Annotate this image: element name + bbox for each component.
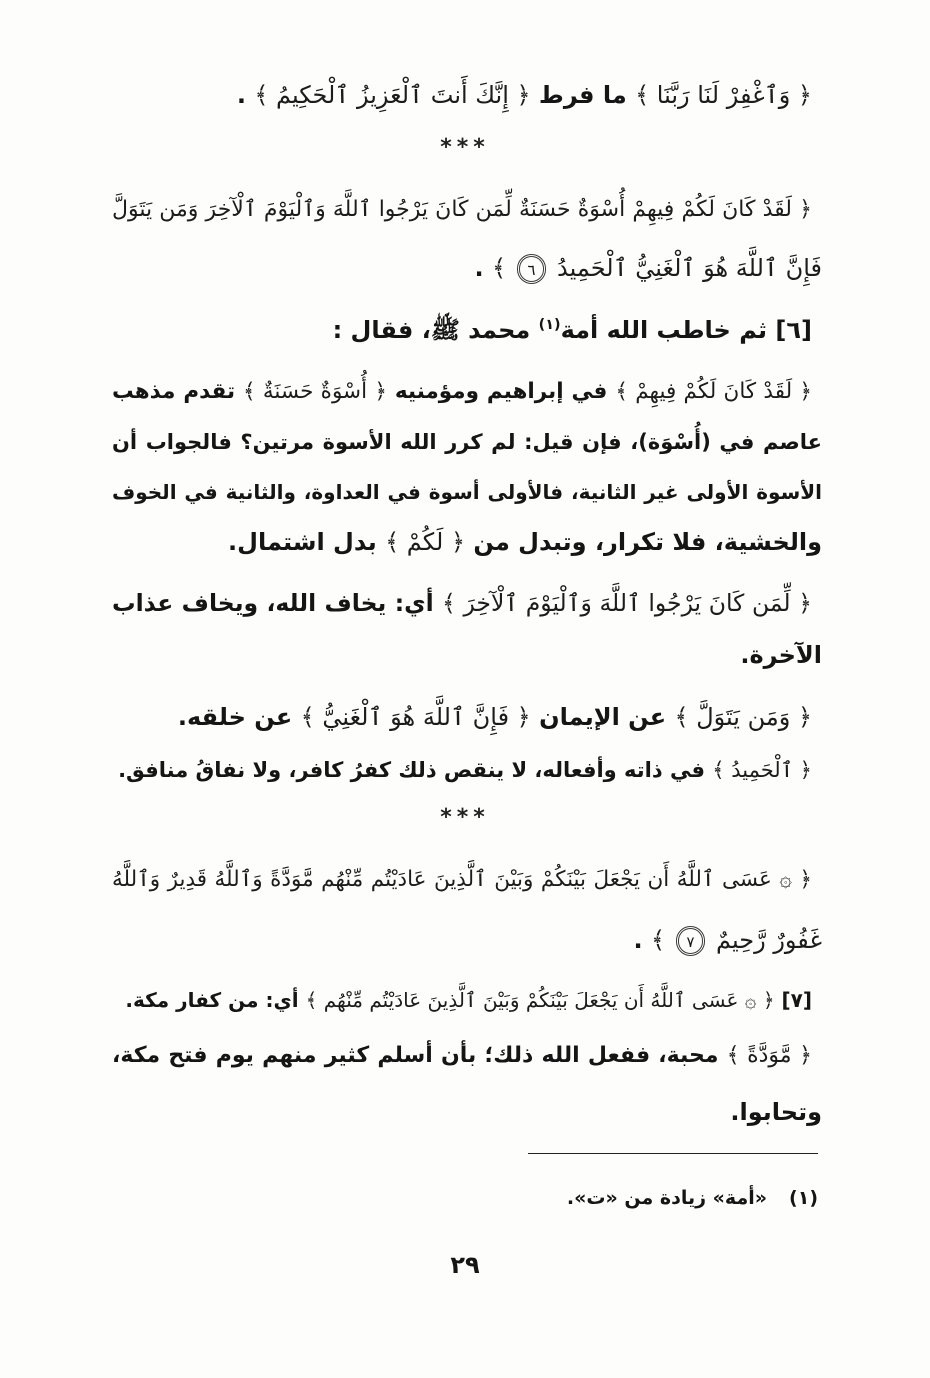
verse-7-block — [112, 850, 822, 970]
commentary-text: عن الإيمان — [530, 703, 675, 731]
text-line — [112, 1084, 822, 1141]
ayah-number-badge: ٧ — [676, 926, 706, 956]
text-line — [112, 629, 822, 681]
commentary-text: محمد ﷺ، فقال : — [332, 316, 539, 344]
text-line — [112, 417, 822, 467]
commentary-text: أي: يخاف الله، ويخاف عذاب — [112, 589, 443, 617]
text-line — [112, 70, 822, 120]
commentary-text: . — [633, 926, 651, 954]
commentary-text: في ذاته وأفعاله، لا ينقص ذلك كفرُ كافر، ولا نفاقُ منافق. — [118, 758, 713, 782]
section-separator: *** — [440, 135, 490, 160]
quran-quote: ﴿ ۞ عَسَى ٱللَّهُ أَن يَجْعَلَ بَيْنَكُمْ وَبَيْنَ ٱلَّذِينَ عَادَيْتُم مِّنْهُم مَّوَدَّةً وَٱللَّهُ قَدِيرٌ وَٱللَّهُ — [112, 867, 812, 892]
commentary-text: . — [474, 254, 492, 282]
commentary-text: . — [236, 81, 255, 109]
quran-quote: ﴿ ۞ عَسَى ٱللَّهُ أَن يَجْعَلَ بَيْنَكُمْ وَبَيْنَ ٱلَّذِينَ عَادَيْتُم مِّنْهُم ﴾ — [305, 988, 775, 1012]
quran-quote: ﴿ لَكُمْ ﴾ — [385, 528, 465, 556]
text-line — [112, 181, 822, 239]
commentary-text: في إبراهيم ومؤمنيه — [386, 379, 616, 404]
ayah-number-badge: ٦ — [517, 254, 547, 284]
footnote-number: (١) — [789, 1187, 818, 1209]
footnote-text: «أمة» زيادة من «ت». — [566, 1187, 768, 1209]
commentary-7-mawadda — [112, 1027, 822, 1141]
text-line — [112, 577, 822, 629]
commentary-6-heading — [112, 305, 822, 355]
commentary-text: الأسوة الأولى غير الثانية، فالأولى أسوة في العداوة، والثانية في الخوف — [112, 480, 822, 504]
quran-quote: ﴿ أُسْوَةٌ حَسَنَةٌ ﴾ — [243, 379, 387, 404]
commentary-text: وتحابوا. — [730, 1098, 822, 1126]
text-line — [112, 1027, 822, 1084]
commentary-6-paragraph — [112, 367, 822, 567]
text-line — [112, 850, 822, 910]
quran-quote: ﴿ وَمَن يَتَوَلَّ ﴾ — [674, 703, 812, 731]
quran-quote: ﴾ — [491, 254, 514, 282]
commentary-text: عن خلقه. — [177, 703, 301, 731]
quran-quote: ﴿ لِّمَن كَانَ يَرْجُوا ٱللَّهَ وَٱلْيَوْمَ ٱلْآخِرَ ﴾ — [442, 589, 813, 617]
quran-quote: ﴿ فَإِنَّ ٱللَّهَ هُوَ ٱلْغَنِيُّ ﴾ — [300, 703, 531, 731]
text-line — [112, 517, 822, 567]
quran-quote: ﴿ وَٱغْفِرْ لَنَا رَبَّنَا ﴾ — [635, 81, 812, 109]
quran-quote: ﴾ — [650, 926, 673, 954]
text-line — [112, 910, 822, 970]
quran-quote: ﴿ مَّوَدَّةً ﴾ — [726, 1043, 812, 1068]
commentary-text: والخشية، فلا تكرار، وتبدل من — [465, 528, 822, 556]
footnote-reference: (١) — [538, 317, 561, 333]
verse-6-block — [112, 181, 822, 297]
commentary-text: بدل اشتمال. — [228, 528, 386, 556]
commentary-text: [٧] — [774, 988, 812, 1012]
quran-quote: فَإِنَّ ٱللَّهَ هُوَ ٱلْغَنِيُّ ٱلْحَمِيدُ — [549, 254, 822, 282]
text-line — [112, 975, 822, 1025]
text-line — [112, 745, 822, 795]
commentary-text: أي: من كفار مكة. — [125, 988, 306, 1012]
quran-quote: ﴿ لَقَدْ كَانَ لَكُمْ فِيهِمْ أُسْوَةٌ حَسَنَةٌ لِّمَن كَانَ يَرْجُوا ٱللَّهَ وَٱلْيَوْمَ ٱلْآخِرَ وَمَن يَتَوَلَّ — [112, 197, 812, 222]
commentary-6-tawalla — [112, 692, 822, 742]
commentary-6-rajaa — [112, 577, 822, 681]
footnote-divider — [528, 1153, 818, 1154]
opening-verse-line — [112, 70, 822, 120]
commentary-text: ما فرط — [530, 81, 636, 109]
footnote — [318, 1180, 818, 1216]
page-number: ٢٩ — [450, 1251, 480, 1279]
text-line — [112, 239, 822, 297]
commentary-text: محبة، ففعل الله ذلك؛ بأن أسلم كثير منهم يوم فتح مكة، — [112, 1043, 727, 1068]
quran-quote: ﴿ لَقَدْ كَانَ لَكُمْ فِيهِمْ ﴾ — [615, 379, 813, 404]
quran-quote: غَفُورٌ رَّحِيمٌ — [708, 926, 822, 954]
commentary-text: عاصم في (أُسْوَة)، فإن قيل: لم كرر الله الأسوة مرتين؟ فالجواب أن — [112, 430, 822, 454]
commentary-6-hamid — [112, 745, 822, 795]
text-line — [112, 692, 822, 742]
quran-quote: ﴿ إِنَّكَ أَنتَ ٱلْعَزِيزُ ٱلْحَكِيمُ ﴾ — [254, 81, 531, 109]
commentary-7-heading — [112, 975, 822, 1025]
commentary-text: تقدم مذهب — [112, 379, 244, 404]
quran-quote: ﴿ ٱلْحَمِيدُ ﴾ — [712, 758, 812, 782]
text-line — [112, 467, 822, 517]
text-line — [112, 367, 822, 417]
commentary-text: [٦] ثم خاطب الله أمة — [560, 316, 812, 344]
commentary-text: الآخرة. — [740, 641, 822, 669]
text-line — [112, 305, 822, 355]
section-separator: *** — [440, 805, 490, 830]
